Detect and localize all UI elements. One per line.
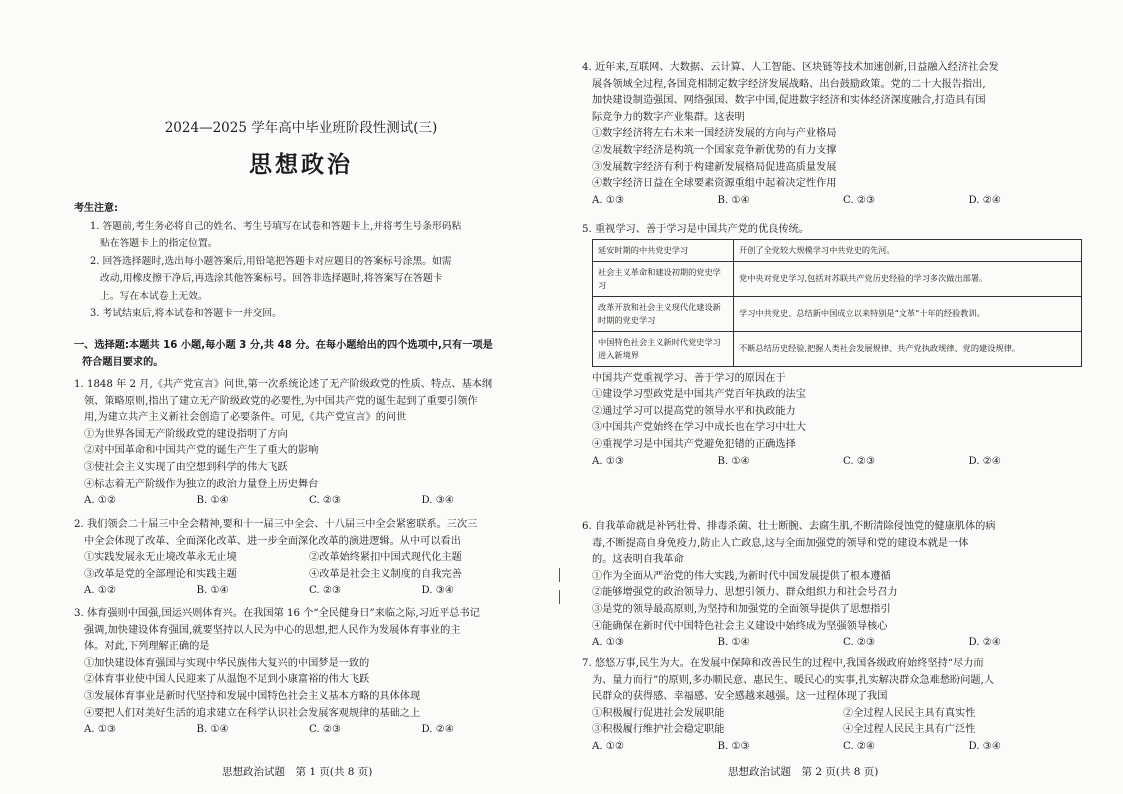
choice-b: B. ①④ bbox=[717, 455, 750, 467]
table-cell: 社会主义革命和建设初期的党史学习 bbox=[593, 261, 734, 296]
choice-d: D. ③④ bbox=[968, 740, 1002, 752]
table-cell: 开创了全党较大规模学习中共党史的先河。 bbox=[734, 239, 1082, 261]
answer-choices bbox=[74, 583, 534, 600]
notice-line: 改动,用橡皮擦干净后,再选涂其他答案标号。回答非选择题时,将答案写在答题卡 bbox=[100, 273, 443, 284]
notice-line: 1. 答题前,考生务必将自己的姓名、考生号填写在试卷和答题卡上,并将考生号条形码粘 bbox=[90, 220, 462, 232]
choice-d: D. ②④ bbox=[968, 194, 1002, 206]
question-stem: 强调,加快建设体育强国,就要坚持以人民为中心的思想,把人民作为发展体育事业的主 bbox=[84, 624, 461, 636]
option: ③是党的领导最高原则,为坚持和加强党的全面领导提供了思想指引 bbox=[592, 603, 891, 615]
answer-choices bbox=[582, 739, 1094, 756]
notice-line: 上。写在本试卷上无效。 bbox=[100, 290, 208, 302]
question-stem: 2. 我们领会二十届三中全会精神,要和十一届三中全会、十八届三中全会紧密联系。三次三 bbox=[74, 519, 478, 530]
choice-d: D. ③④ bbox=[421, 495, 455, 507]
option: ④改革是社会主义制度的自我完善 bbox=[309, 568, 462, 580]
option: ①为世界各国无产阶级政党的建设指明了方向 bbox=[84, 428, 288, 440]
answer-choices bbox=[582, 193, 1094, 210]
question-stem: 4. 近年来,互联网、大数据、云计算、人工智能、区块链等技术加速创新,日益融入经济社会发 bbox=[582, 62, 999, 73]
choice-d: D. ②④ bbox=[421, 724, 455, 736]
choice-a: A. ①③ bbox=[592, 194, 625, 206]
choice-c: C. ②③ bbox=[309, 585, 342, 597]
option: ①作为全面从严治党的伟大实践,为新时代中国发展提供了根本遵循 bbox=[592, 570, 891, 582]
section-line: 符合题目要求的。 bbox=[82, 356, 164, 368]
option-row bbox=[582, 722, 1094, 739]
option: ④数字经济日益在全球要素资源重组中起着决定性作用 bbox=[592, 178, 837, 190]
answer-choices bbox=[582, 635, 1094, 652]
question-stem: 的。这表明自我革命 bbox=[592, 554, 684, 566]
choice-d: D. ②④ bbox=[968, 637, 1002, 649]
table-cell: 不断总结历史经验,把握人类社会发展规律、共产党执政规律、党的建设规律。 bbox=[734, 331, 1082, 366]
table-cell: 中国特色社会主义新时代党史学习进入新境界 bbox=[593, 331, 734, 366]
question-stem: 7. 悠悠万事,民生为大。在发展中保障和改善民生的过程中,我国各级政府始终坚持“尽力而 bbox=[582, 658, 984, 669]
choice-b: B. ①④ bbox=[196, 585, 229, 597]
option: ④标志着无产阶级作为独立的政治力量登上历史舞台 bbox=[84, 478, 319, 490]
option: ③发展体育事业是新时代坚持和发展中国特色社会主义基本方略的具体体现 bbox=[84, 690, 421, 702]
option: ②发展数字经济是构筑一个国家竞争新优势的有力支撑 bbox=[592, 144, 837, 156]
notice-line: 3. 考试结束后,将本试卷和答题卡一并交回。 bbox=[90, 308, 282, 319]
choice-a: A. ①③ bbox=[84, 724, 117, 736]
party-history-table bbox=[592, 239, 1082, 367]
choice-b: B. ①④ bbox=[717, 194, 750, 206]
option: ①建设学习型政党是中国共产党百年执政的法宝 bbox=[592, 389, 806, 401]
question-stem: 用,为建立共产主义新社会创造了必要条件。可见,《共产党宣言》的问世 bbox=[84, 412, 407, 424]
choice-c: C. ②③ bbox=[843, 194, 876, 206]
option: ①数字经济将左右未来一国经济发展的方向与产业格局 bbox=[592, 128, 837, 140]
exam-title: 2024—2025 学年高中毕业班阶段性测试(三) bbox=[164, 120, 438, 136]
choice-c: C. ②③ bbox=[843, 455, 876, 467]
table-cell: 学习中共党史、总结新中国成立以来特别是“文革”十年的经验教训。 bbox=[734, 296, 1082, 331]
question-4 bbox=[582, 60, 1094, 209]
question-7 bbox=[582, 656, 1094, 756]
option: ④要把人们对美好生活的追求建立在科学认识社会发展客观规律的基础之上 bbox=[84, 707, 421, 719]
option-row bbox=[74, 567, 534, 584]
page-footer-right: 思想政治试题 第 2 页(共 8 页) bbox=[728, 766, 879, 778]
question-stem: 毒,不断提高自身免疫力,防止人亡政息,这与全面加强党的领导和党的建设本就是一体 bbox=[592, 537, 969, 549]
page-footer-left: 思想政治试题 第 1 页(共 8 页) bbox=[222, 766, 373, 778]
option: ③中国共产党始终在学习中成长也在学习中壮大 bbox=[592, 422, 806, 434]
option: ②对中国革命和中国共产党的诞生产生了重大的影响 bbox=[84, 445, 319, 457]
option: ②全过程人民民主具有真实性 bbox=[843, 707, 976, 719]
choice-c: C. ②③ bbox=[843, 637, 876, 649]
option: ②改革始终紧扣中国式现代化主题 bbox=[309, 552, 462, 564]
notice-block bbox=[74, 200, 532, 323]
notice-heading: 考生注意: bbox=[74, 203, 118, 214]
option: ④重视学习是中国共产党避免犯错的正确选择 bbox=[592, 438, 796, 450]
option: ①实践发展永无止境改革永无止境 bbox=[84, 552, 237, 564]
question-prompt: 中国共产党重视学习、善于学习的原因在于 bbox=[592, 372, 786, 384]
table-cell: 改革开放和社会主义现代化建设新时期的党史学习 bbox=[593, 296, 734, 331]
choice-b: B. ①③ bbox=[717, 740, 750, 752]
section-line: 一、选择题:本题共 16 小题,每小题 3 分,共 48 分。在每小题给出的四个选项中,只有一项是 bbox=[74, 340, 493, 351]
option: ①加快建设体育强国与实现中华民族伟大复兴的中国梦是一致的 bbox=[84, 657, 370, 669]
option: ②能够增强党的政治领导力、思想引领力、群众组织力和社会号召力 bbox=[592, 587, 898, 599]
choice-a: A. ①② bbox=[592, 740, 625, 752]
option: ③改革是党的全部理论和实践主题 bbox=[84, 568, 237, 580]
binding-marks bbox=[559, 568, 567, 608]
question-stem: 加快建设制造强国、网络强国、数字中国,促进数字经济和实体经济深度融合,打造具有国 bbox=[592, 95, 986, 107]
table-cell: 延安时期的中共党史学习 bbox=[593, 239, 734, 261]
question-5 bbox=[582, 222, 1094, 470]
option: ③发展数字经济有利于构建新发展格局促进高质量发展 bbox=[592, 161, 837, 173]
option: ②通过学习可以提高党的领导水平和执政能力 bbox=[592, 405, 796, 417]
option: ④能确保在新时代中国特色社会主义建设中始终成为坚强领导核心 bbox=[592, 620, 888, 632]
choice-c: C. ②③ bbox=[309, 495, 342, 507]
question-6 bbox=[582, 519, 1094, 652]
option: ③使社会主义实现了由空想到科学的伟大飞跃 bbox=[84, 461, 288, 473]
choice-a: A. ①② bbox=[84, 585, 117, 597]
question-stem: 6. 自我革命就是补钙壮骨、排毒杀菌、壮士断腕、去腐生肌,不断清除侵蚀党的健康肌体的病 bbox=[582, 521, 996, 532]
option: ①积极履行促进社会发展职能 bbox=[592, 707, 725, 719]
notice-line: 贴在答题卡上的指定位置。 bbox=[100, 238, 218, 249]
question-stem: 3. 体育强则中国强,国运兴则体育兴。在我国第 16 个“全民健身日”来临之际,习近平总书记 bbox=[74, 608, 480, 619]
subject-title: 思想政治 bbox=[249, 151, 353, 178]
question-stem: 领、策略原则,指出了建立无产阶级政党的必要性,为中国共产党的诞生起到了重要引领作 bbox=[84, 395, 478, 407]
question-stem: 为、量力而行”的原则,多办顺民意、惠民生、暖民心的实事,扎实解决群众急难愁盼问题,人 bbox=[592, 674, 995, 686]
question-1 bbox=[74, 377, 534, 510]
question-stem: 民群众的获得感、幸福感、安全感越来越强。这一过程体现了我国 bbox=[592, 691, 888, 703]
choice-d: D. ②④ bbox=[968, 455, 1002, 467]
question-3 bbox=[74, 606, 534, 739]
table-row bbox=[593, 239, 1082, 261]
choice-a: A. ①③ bbox=[592, 637, 625, 649]
table-row bbox=[593, 331, 1082, 366]
option: ④全过程人民民主具有广泛性 bbox=[843, 724, 976, 736]
choice-c: C. ②④ bbox=[843, 740, 876, 752]
choice-a: A. ①② bbox=[84, 495, 117, 507]
option: ②体育事业使中国人民迎来了从温饱不足到小康富裕的伟大飞跃 bbox=[84, 674, 370, 686]
question-2 bbox=[74, 517, 534, 600]
choice-b: B. ①④ bbox=[196, 495, 229, 507]
question-stem: 中全会体现了改革、全面深化改革、进一步全面深化改革的演进逻辑。从中可以看出 bbox=[84, 535, 461, 547]
option-row bbox=[74, 550, 534, 567]
question-stem: 1. 1848 年 2 月,《共产党宣言》问世,第一次系统论述了无产阶级政党的性质、特点、基本纲 bbox=[74, 379, 493, 390]
option: ③积极履行维护社会稳定职能 bbox=[592, 724, 725, 736]
answer-choices bbox=[74, 493, 534, 510]
question-stem: 际竞争力的数字产业集群。这表明 bbox=[592, 111, 745, 123]
table-cell: 党中央对党史学习,包括对苏联共产党历史经验的学习多次做出部署。 bbox=[734, 261, 1082, 296]
question-stem: 5. 重视学习、善于学习是中国共产党的优良传统。 bbox=[582, 224, 809, 235]
question-stem: 体。对此,下列理解正确的是 bbox=[84, 641, 210, 653]
table-row bbox=[593, 261, 1082, 296]
choice-c: C. ②③ bbox=[309, 724, 342, 736]
table-row bbox=[593, 296, 1082, 331]
notice-line: 2. 回答选择题时,选出每小题答案后,用铅笔把答题卡对应题目的答案标号涂黑。如需 bbox=[90, 255, 452, 267]
choice-b: B. ①④ bbox=[717, 637, 750, 649]
choice-d: D. ③④ bbox=[421, 585, 455, 597]
section-heading bbox=[74, 338, 532, 371]
choice-a: A. ①③ bbox=[592, 455, 625, 467]
answer-choices bbox=[74, 722, 534, 739]
choice-b: B. ①④ bbox=[196, 724, 229, 736]
question-stem: 展各领域全过程,各国竞相制定数字经济发展战略、出台鼓励政策。党的二十大报告指出, bbox=[592, 78, 986, 90]
answer-choices bbox=[582, 454, 1094, 471]
option-row bbox=[582, 706, 1094, 723]
